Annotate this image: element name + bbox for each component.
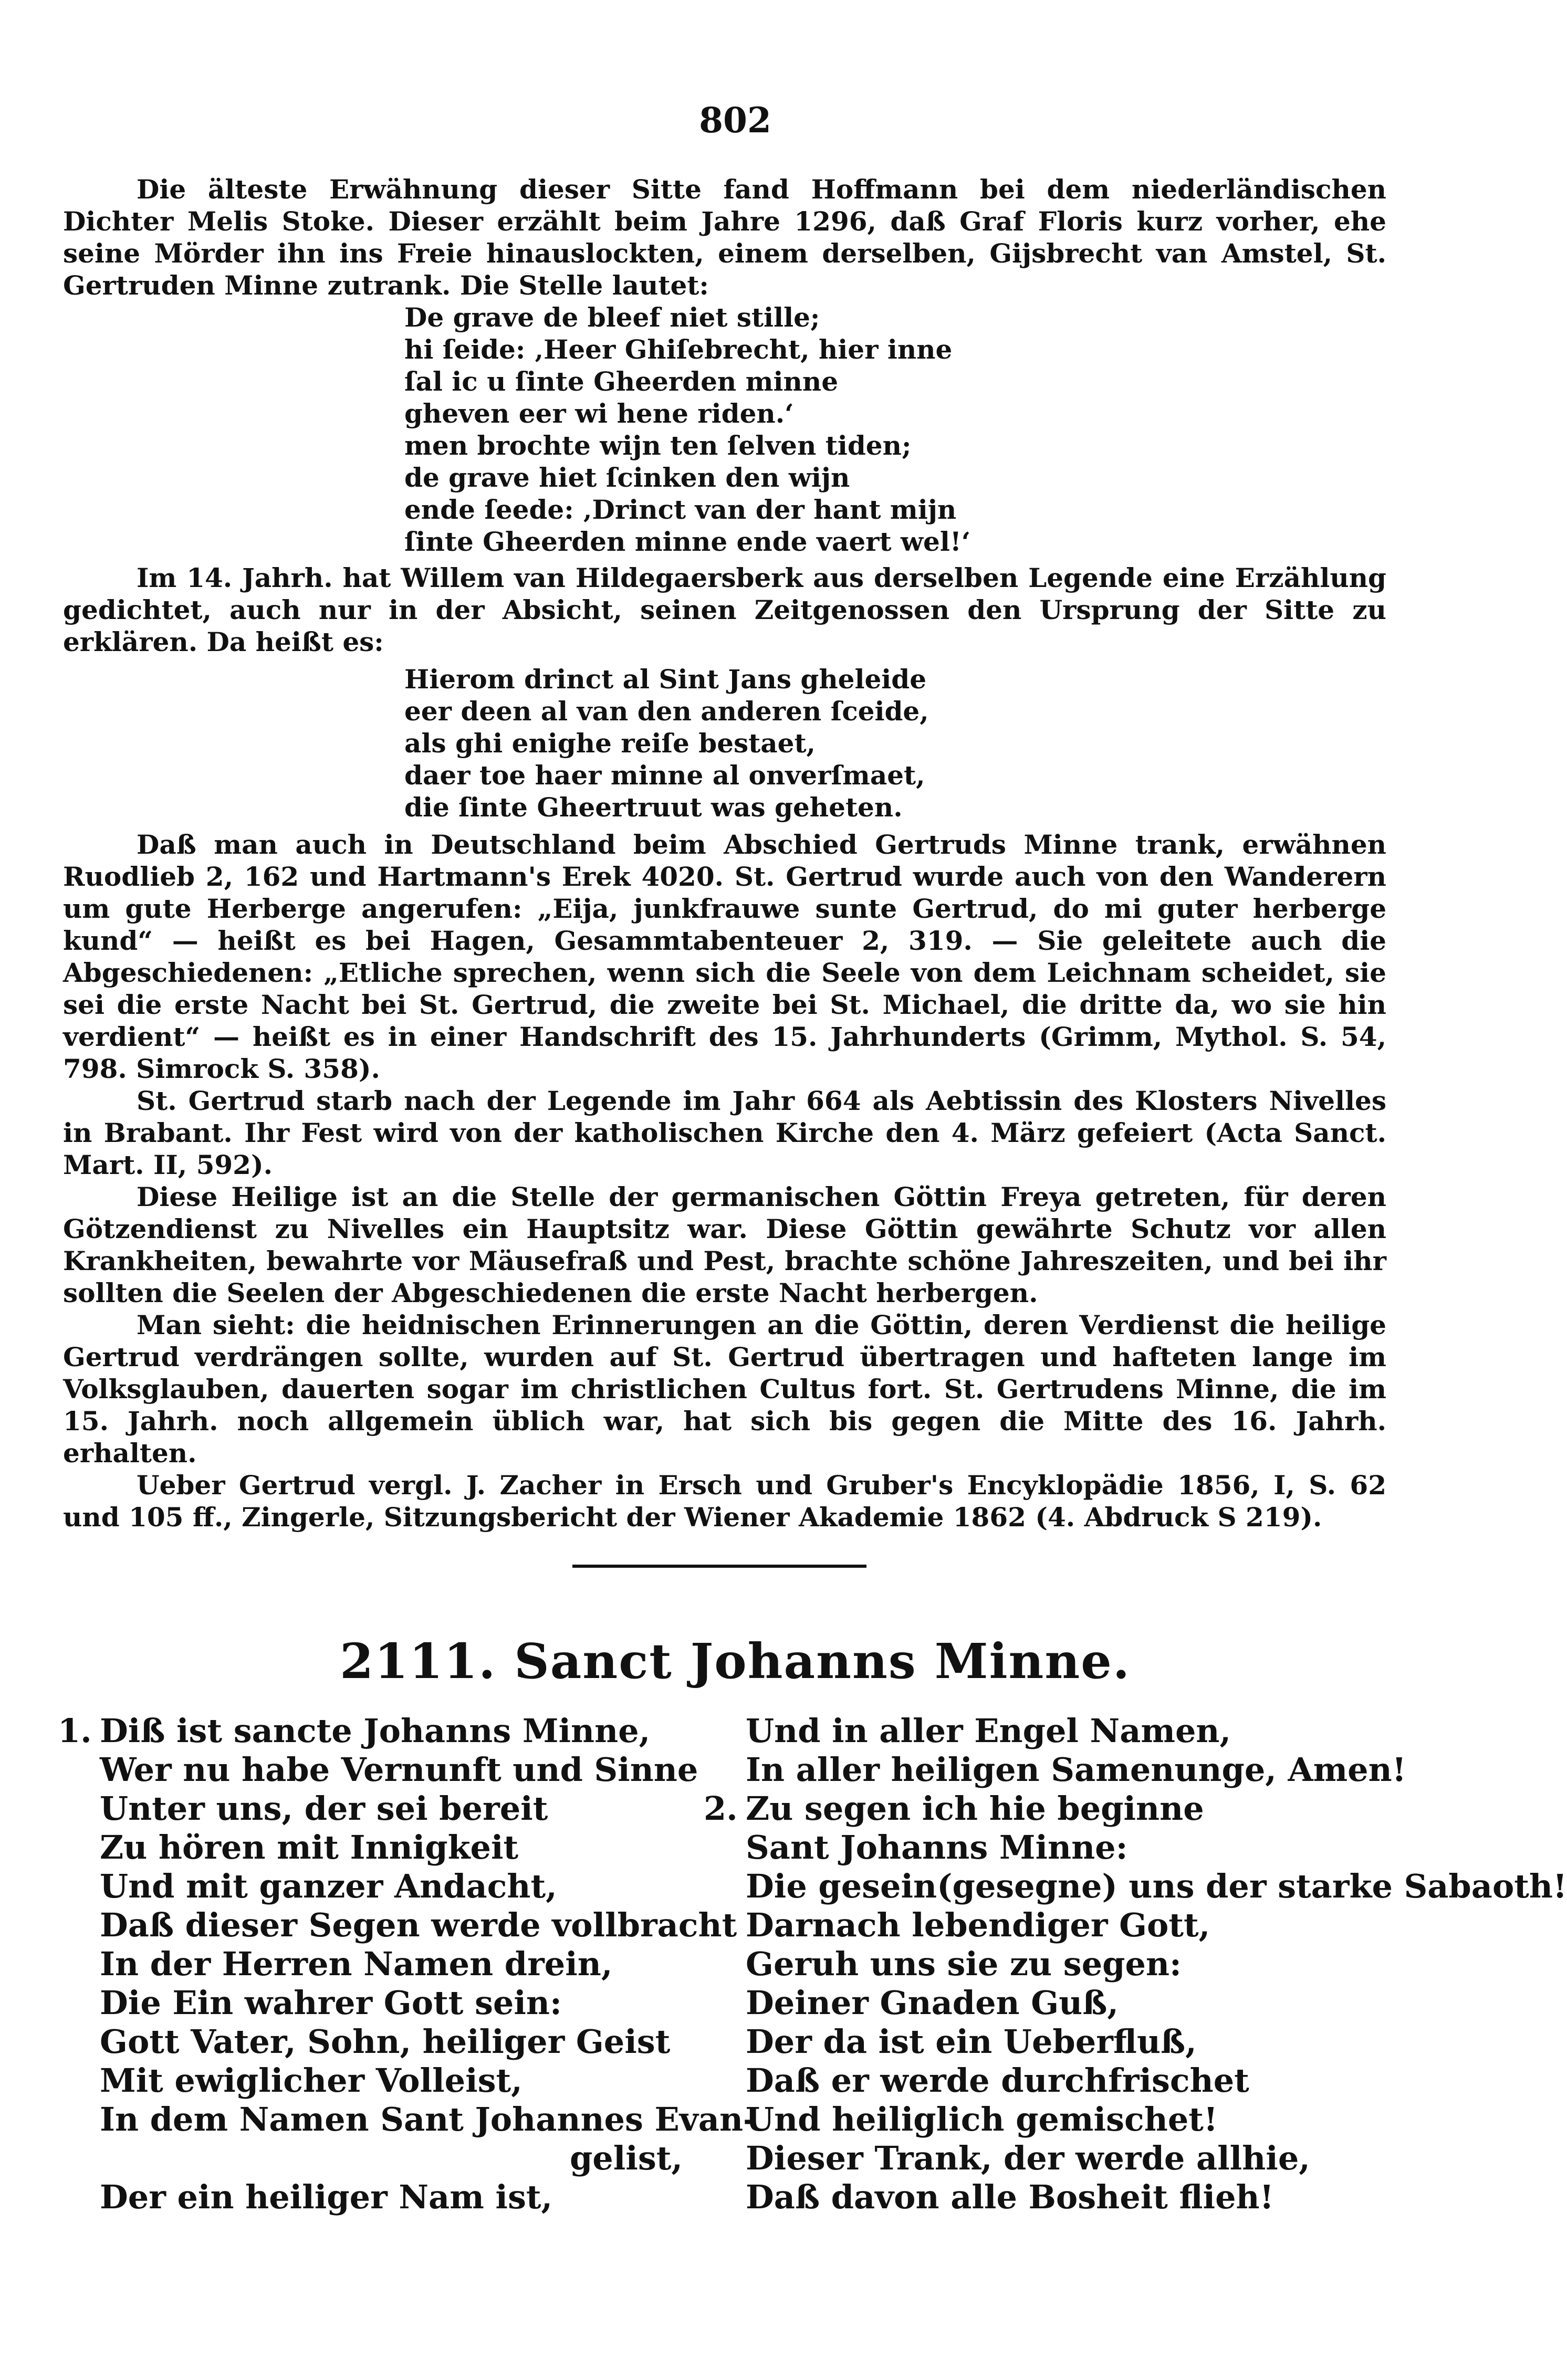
section-divider xyxy=(572,1565,866,1568)
poem-line: Geruh uns sie zu segen: xyxy=(746,1945,1182,1983)
paragraph-hildegaersberk: Im 14. Jahrh. hat Willem van Hildegaersberk aus derselben Legende eine Erzählung gedichtet, auch nur in der Absicht, seinen Zeitgenossen den Ursprung der Sitte zu erklären. Da heißt es: xyxy=(63,562,1386,657)
paragraph-gertrud-death: St. Gertrud starb nach der Legende im Jahr 664 als Aebtissin des Klosters Nivelles in Brabant. Ihr Fest wird von der katholischen Kirche den 4. März gefeiert (Acta Sanct. Mart. II, 592). xyxy=(63,1085,1386,1180)
poem-line: Und mit ganzer Andacht, xyxy=(100,1867,557,1905)
paragraph-references: Ueber Gertrud vergl. J. Zacher in Ersch und Gruber's Encyklopädie 1856, I, S. 62 und 105 ff., Zingerle, Sitzungsbericht der Wiener Akademie 1862 (4. Abdruck S 219). xyxy=(63,1470,1386,1533)
poem-line: 2. Zu segen ich hie beginne xyxy=(704,1789,1204,1828)
poem-line: Daß er werde durchfrischet xyxy=(746,2061,1249,2100)
verse-line: ſal ic u ſinte Gheerden minne xyxy=(404,366,839,397)
verse-hildegaersberk xyxy=(404,663,1386,823)
poem-line: Daß dieser Segen werde vollbracht xyxy=(100,1906,737,1944)
verse-melis-stoke xyxy=(404,301,1386,558)
verse-line: de grave hiet ſcinken den wijn xyxy=(404,462,850,493)
verse-line: ſinte Gheerden minne ende vaert wel!‘ xyxy=(404,526,971,557)
prose-section xyxy=(63,173,1386,1533)
poem-line: Und heiliglich gemischet! xyxy=(746,2100,1218,2138)
poem-right-column xyxy=(704,1712,1567,2217)
poem-line: In der Herren Namen drein, xyxy=(100,1945,613,1983)
stanza-number: 2. xyxy=(704,1789,738,1828)
poem-line: Daß davon alle Bosheit flieh! xyxy=(746,2178,1274,2216)
poem-line: Gott Vater, Sohn, heiliger Geist xyxy=(100,2022,671,2061)
verse-line: men brochte wijn ten ſelven tiden; xyxy=(404,430,912,461)
poem-line: Deiner Gnaden Guß, xyxy=(746,1984,1119,2022)
poem-line: Unter uns, der sei bereit xyxy=(100,1789,548,1828)
verse-line: De grave de bleef niet stille; xyxy=(404,302,820,333)
paragraph-freya: Diese Heilige ist an die Stelle der germanischen Göttin Freya getreten, für deren Götzendienst zu Nivelles ein Hauptsitz war. Diese Göttin gewährte Schutz vor allen Krankheiten, bewahrte vor Mäusefraß und Pest, brachte schöne Jahreszeiten, und bei ihr sollten die Seelen der Abgeschiedenen die erste Nacht herbergen. xyxy=(63,1181,1386,1308)
verse-line: die ſinte Gheertruut was geheten. xyxy=(404,792,903,823)
page-number: 802 xyxy=(699,100,771,141)
poem-line: Zu hören mit Innigkeit xyxy=(100,1828,519,1867)
paragraph-intro: Die älteste Erwähnung dieser Sitte fand Hoffmann bei dem niederländischen Dichter Melis Stoke. Dieser erzählt beim Jahre 1296, daß Graf Floris kurz vorher, ehe seine Mörder ihn ins Freie hinauslockten, einem derselben, Gijsbrecht van Amstel, St. Gertruden Minne zutrank. Die Stelle lautet: xyxy=(63,174,1386,301)
verse-line: gheven eer wi hene riden.‘ xyxy=(404,398,794,429)
poem-line: In aller heiligen Samenunge, Amen! xyxy=(746,1750,1406,1789)
verse-line: Hierom drinct al Sint Jans gheleide xyxy=(404,664,927,695)
poem-line: Der da ist ein Ueberfluß, xyxy=(746,2022,1197,2061)
verse-line: als ghi enighe reiſe bestaet, xyxy=(404,728,816,759)
verse-line: daer toe haer minne al onverſmaet, xyxy=(404,760,925,791)
poem-line: 1. Diß ist sancte Johanns Minne, xyxy=(58,1712,651,1750)
verse-line: eer deen al van den anderen ſceide, xyxy=(404,696,929,727)
poem-line: Dieser Trank, der werde allhie, xyxy=(746,2139,1310,2177)
paragraph-heathen-memories: Man sieht: die heidnischen Erinnerungen an die Göttin, deren Verdienst die heilige Gertrud verdrängen sollte, wurden auf St. Gertrud übertragen und hafteten lange im Volksglauben, dauerten sogar im christlichen Cultus fort. St. Gertrudens Minne, die im 15. Jahrh. noch allgemein üblich war, hat sich bis gegen die Mitte des 16. Jahrh. erhalten. xyxy=(63,1309,1386,1469)
poem-left-column xyxy=(58,1712,757,2217)
section-heading: 2111. Sanct Johanns Minne. xyxy=(340,1633,1131,1690)
poem-line: Und in aller Engel Namen, xyxy=(746,1712,1231,1750)
poem-line: Sant Johanns Minne: xyxy=(746,1828,1128,1867)
poem-line: Darnach lebendiger Gott, xyxy=(746,1906,1210,1944)
stanza-number: 1. xyxy=(58,1712,92,1750)
poem-line: gelist, xyxy=(569,2139,683,2177)
poem-line: In dem Namen Sant Johannes Evan- xyxy=(100,2100,757,2138)
poem-line: Wer nu habe Vernunft und Sinne xyxy=(100,1750,698,1789)
paragraph-deutschland: Daß man auch in Deutschland beim Abschied Gertruds Minne trank, erwähnen Ruodlieb 2, 162 und Hartmann's Erek 4020. St. Gertrud wurde auch von den Wanderern um gute Herberge angerufen: „Eija, junkfrauwe sunte Gertrud, do mi guter herberge kund“ — heißt es bei Hagen, Gesammtabenteuer 2, 319. — Sie geleitete auch die Abgeschiedenen: „Etliche sprechen, wenn sich die Seele von dem Leichnam scheidet, sie sei die erste Nacht bei St. Gertrud, die zweite bei St. Michael, die dritte da, wo sie hin verdient“ — heißt es in einer Handschrift des 15. Jahrhunderts (Grimm, Mythol. S. 54, 798. Simrock S. 358). xyxy=(63,829,1386,1084)
verse-line: hi ſeide: ‚Heer Ghiſebrecht, hier inne xyxy=(404,334,953,365)
poem-line: Mit ewiglicher Volleist, xyxy=(100,2061,523,2100)
poem-line: Die Ein wahrer Gott sein: xyxy=(100,1984,562,2022)
poem-line: Die gesein(gesegne) uns der starke Sabaoth! xyxy=(746,1867,1567,1905)
verse-line: ende ſeede: ‚Drinct van der hant mijn xyxy=(404,494,957,525)
poem-line: Der ein heiliger Nam ist, xyxy=(100,2178,553,2216)
